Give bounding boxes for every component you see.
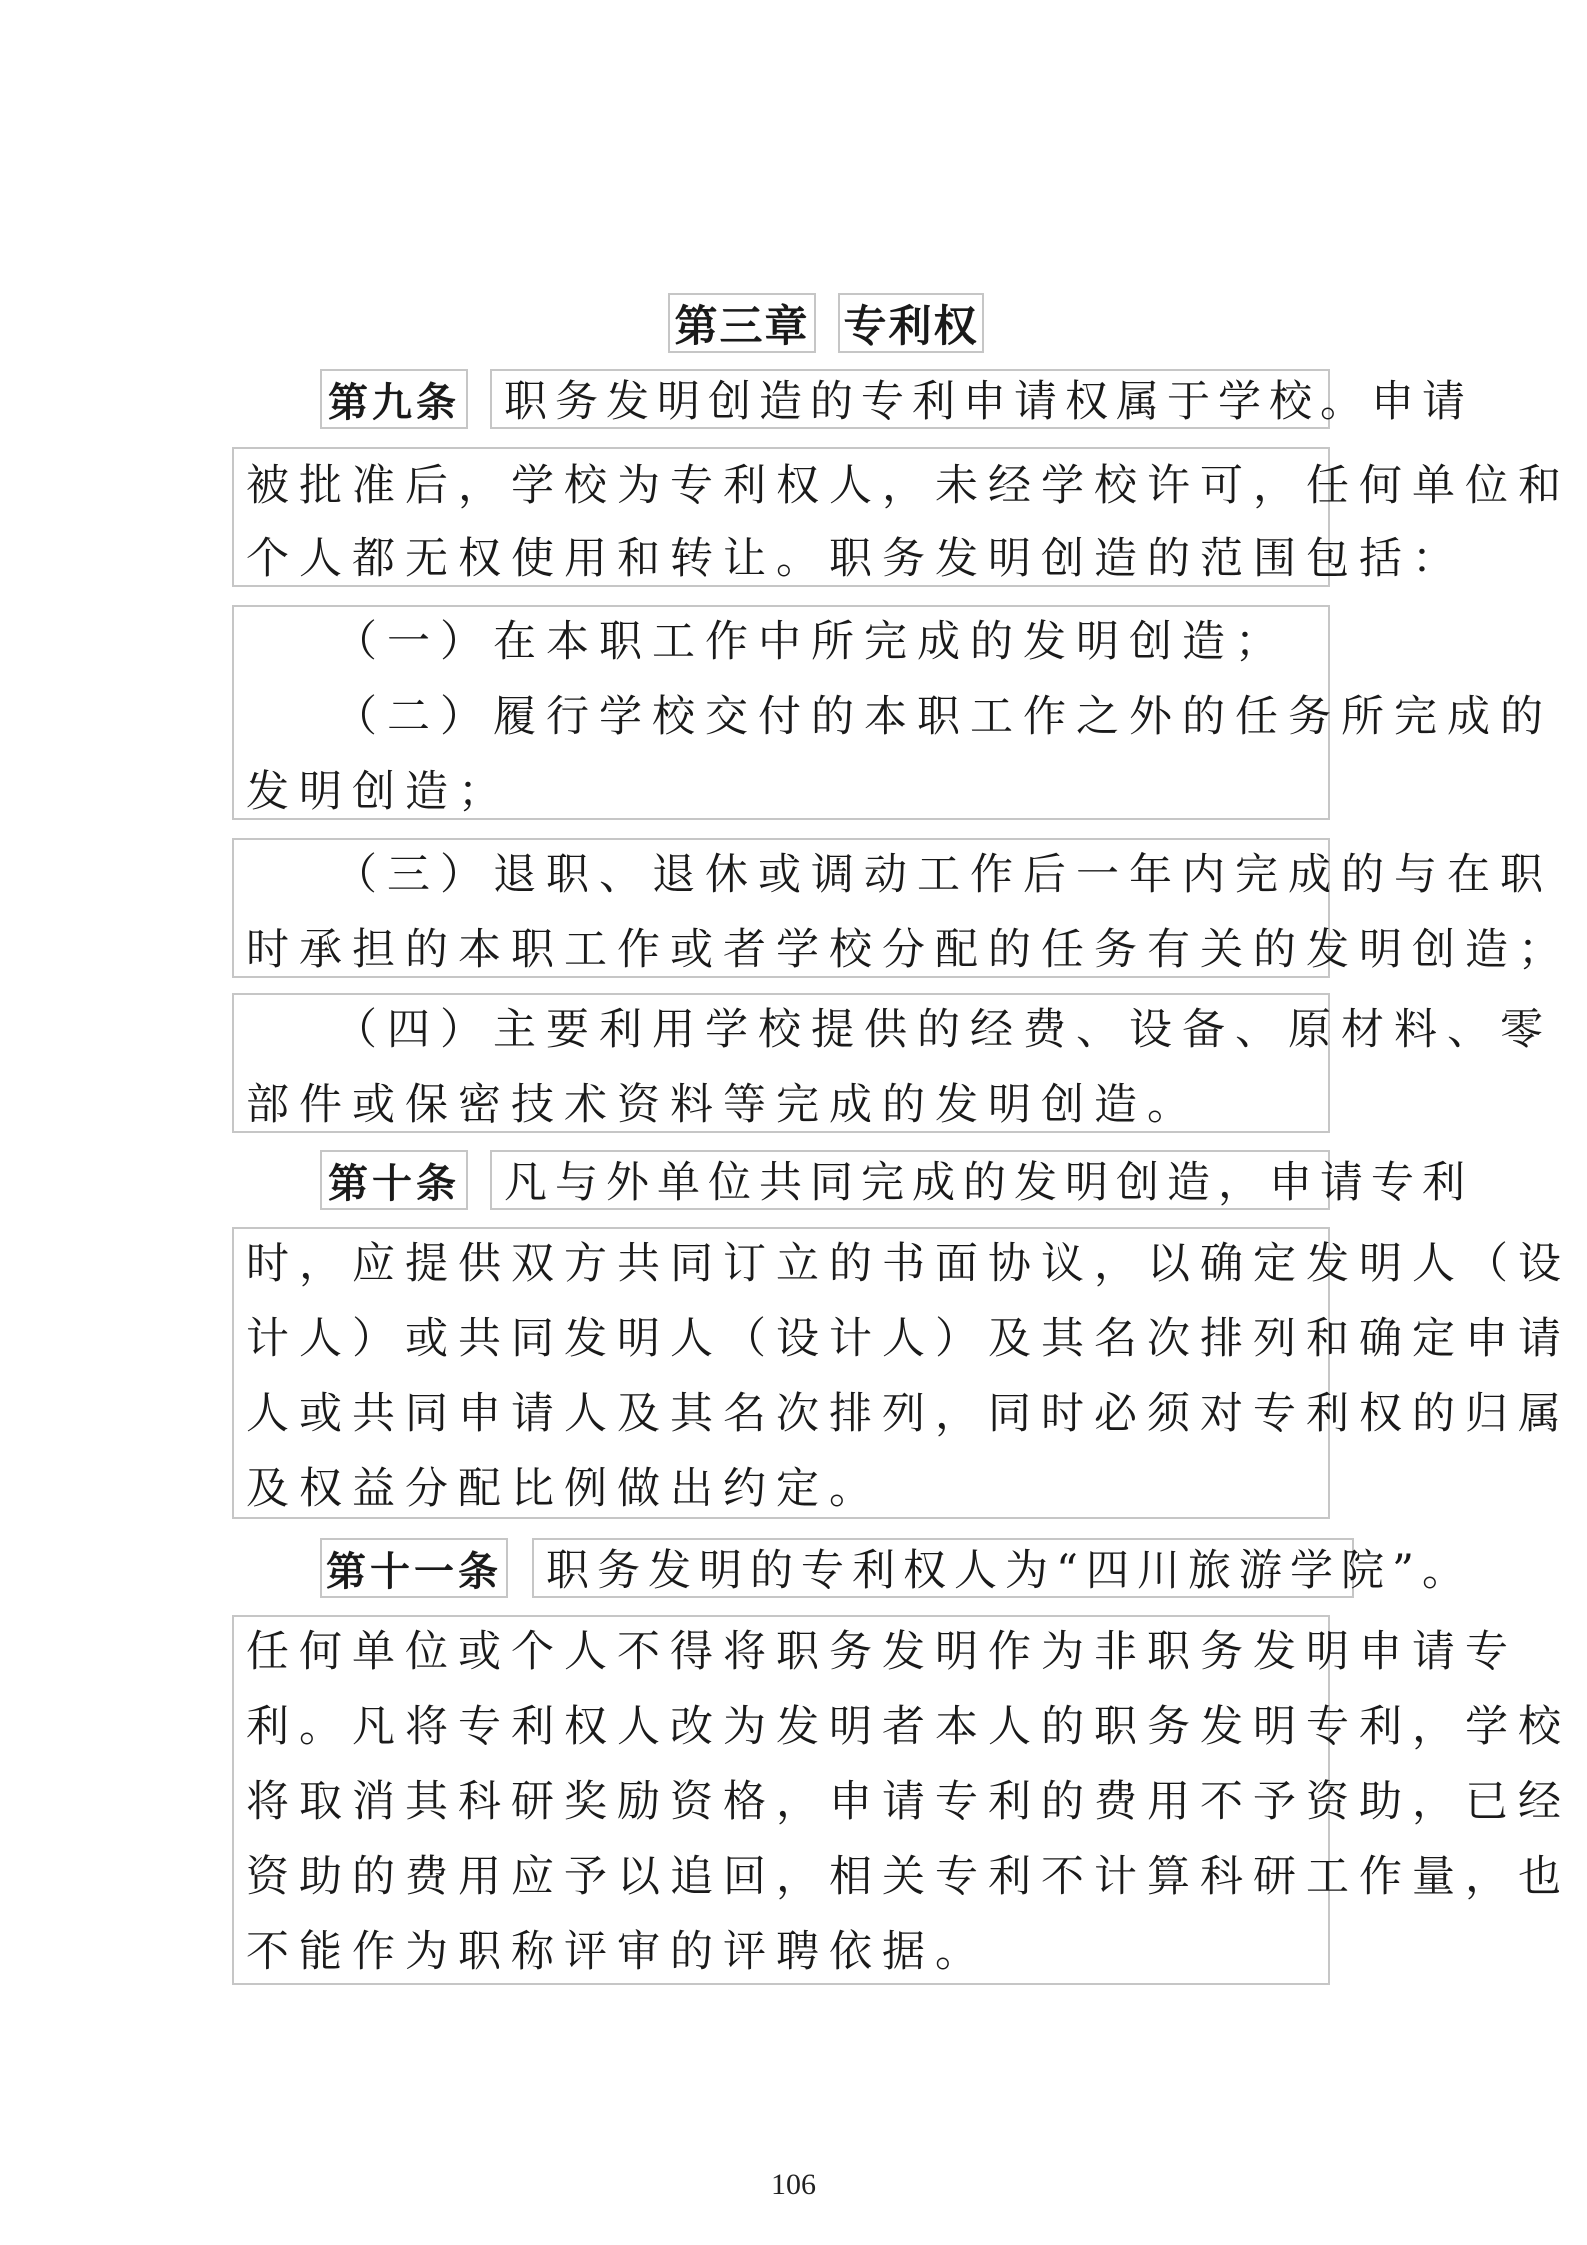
page-number: 106 [771,2168,816,2201]
article-10-line-3: 人或共同申请人及其名次排列，同时必须对专利权的归属 [246,1389,1571,1439]
article-10-line-1: 时，应提供双方共同订立的书面协议，以确定发明人（设 [246,1239,1571,1289]
article-9-body [232,447,1571,587]
article-11-first-text: 职务发明的专利权人为“四川旅游学院”。 [546,1546,1473,1596]
article-11-label: 第十一条 [320,1538,508,1598]
article-11-body [232,1615,1571,1985]
item-1-line: （一）在本职工作中所完成的发明创造； [334,617,1288,667]
article-10-line-2: 计人）或共同发明人（设计人）及其名次排列和确定申请 [246,1314,1571,1364]
article-10-label: 第十条 [320,1150,468,1210]
item-2-line-1: （二）履行学校交付的本职工作之外的任务所完成的 [334,692,1553,742]
item-group-3 [232,993,1553,1133]
item-2-line-2: 发明创造； [246,767,511,817]
article-10-first-text: 凡与外单位共同完成的发明创造，申请专利 [504,1158,1473,1208]
item-group-2 [232,838,1571,978]
article-9-label: 第九条 [320,369,468,429]
item-group-1 [232,605,1553,820]
article-11-line-2: 利。凡将专利权人改为发明者本人的职务发明专利，学校 [246,1702,1571,1752]
article-11-line-1: 任何单位或个人不得将职务发明作为非职务发明申请专 [246,1627,1518,1677]
article-10-first-line [490,1150,1473,1210]
article-11-line-5: 不能作为职称评审的评聘依据。 [246,1927,988,1977]
item-3-line-1: （三）退职、退休或调动工作后一年内完成的与在职 [334,850,1553,900]
chapter-number: 第三章 [668,293,816,353]
article-11-line-3: 将取消其科研奖励资格，申请专利的费用不予资助，已经 [246,1777,1571,1827]
item-3-line-2: 时承担的本职工作或者学校分配的任务有关的发明创造； [246,925,1571,975]
article-10-body [232,1227,1571,1519]
item-4-line-2: 部件或保密技术资料等完成的发明创造。 [246,1080,1200,1130]
article-9-line-2: 个人都无权使用和转让。职务发明创造的范围包括： [246,534,1465,584]
chapter-title: 专利权 [838,293,984,353]
article-9-first-text: 职务发明创造的专利申请权属于学校。申请 [504,377,1473,427]
item-4-line-1: （四）主要利用学校提供的经费、设备、原材料、零 [334,1005,1553,1055]
article-9-first-line [490,369,1473,429]
article-10-line-4: 及权益分配比例做出约定。 [246,1464,882,1514]
article-11-first-line [532,1538,1473,1598]
article-11-line-4: 资助的费用应予以追回，相关专利不计算科研工作量，也 [246,1852,1571,1902]
article-9-line-1: 被批准后，学校为专利权人，未经学校许可，任何单位和 [246,461,1571,511]
